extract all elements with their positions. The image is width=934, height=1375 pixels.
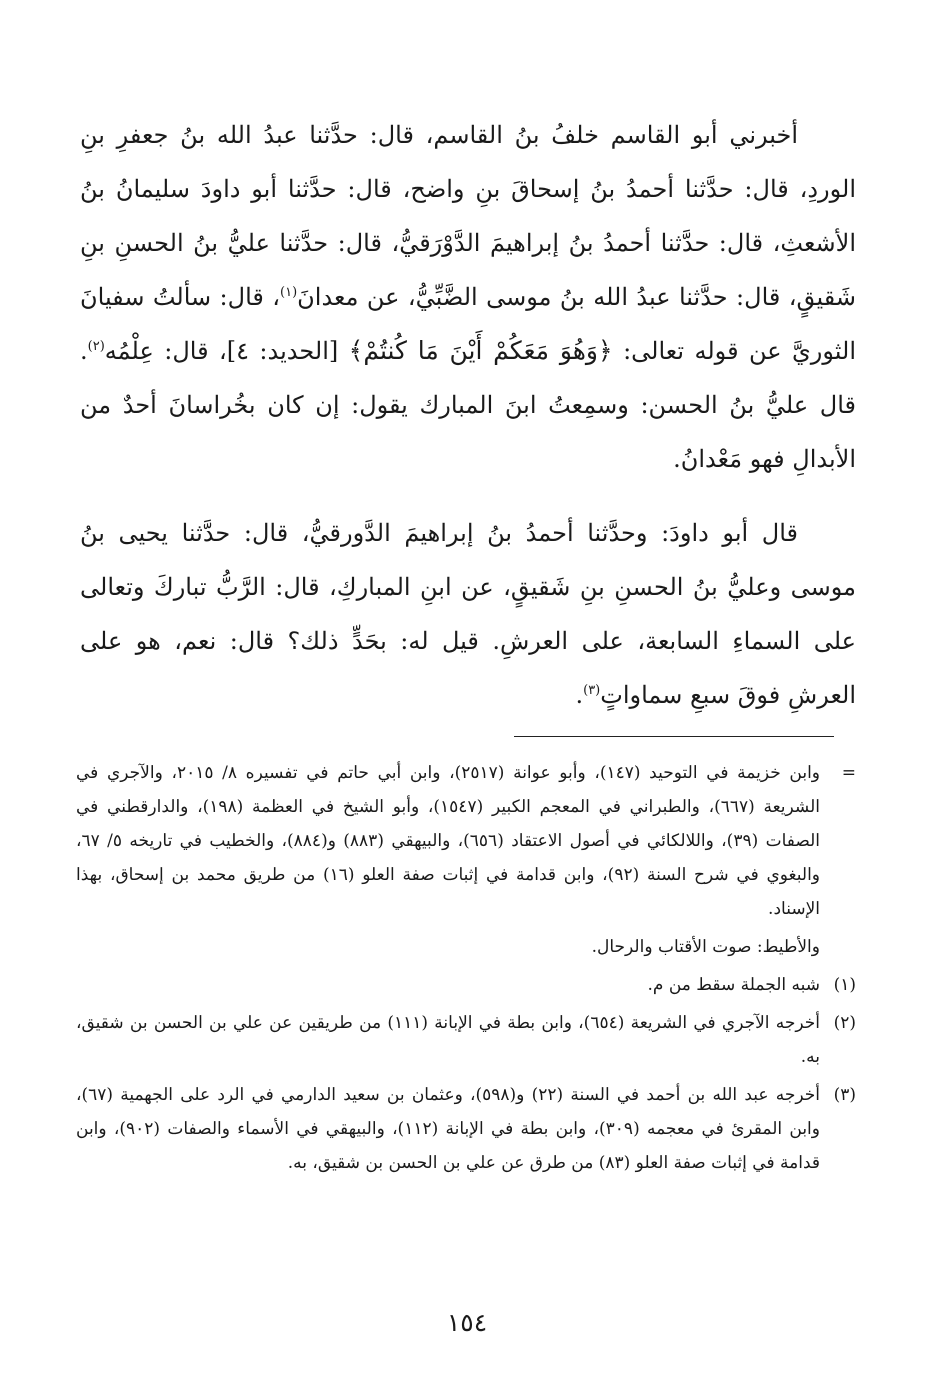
continuation-text: وابن خزيمة في التوحيد (١٤٧)، وأبو عوانة (٢٥١٧)، وابن أبي حاتم في تفسيره ٨/ ٢٠١٥، والآجري في الشريعة (٦٦٧)، والطبراني في المعجم الكبير (١٥٤٧)، وأبو الشيخ في العظمة (١٩٨)، والدارقطني في الصفات (٣٩)، واللالكائي في أصول الاعتقاد (٦٥٦)، والبيهقي (٨٨٣) و(٨٨٤)، والخطيب في تاريخه ٥/ ٦٧، والبغوي في شرح السنة (٩٢)، وابن قدامة في إثبات صفة العلو (١٦) من طريق محمد بن إسحاق، بهذا الإسناد. <box>76 763 821 919</box>
paragraph-1 <box>80 108 856 486</box>
paragraph-1-text-c: [الحديد: ٤]، قال: عِلْمُه <box>104 337 349 365</box>
footnote-2 <box>76 1006 856 1074</box>
footnote-continuation-extra <box>76 930 856 964</box>
paragraph-2-text: قال أبو داودَ: وحدَّثنا أحمدُ بنُ إبراهيمَ الدَّورقيُّ، قال: حدَّثنا يحيى بنُ موسى وعليُّ بنُ الحسنِ بنِ شَقيقٍ، عن ابنِ المباركِ، قال: الرَّبُّ تباركَ وتعالى على السماءِ السابعة، على العرشِ. قيل له: بحَدٍّ ذلك؟ قال: نعم، هو على العرشِ فوقَ سبعِ سماواتٍ <box>80 519 856 709</box>
footnote-2-text: أخرجه الآجري في الشريعة (٦٥٤)، وابن بطة في الإبانة (١١١) من طريقين عن علي بن الحسن بن شقيق، به. <box>76 1013 821 1067</box>
continuation-marker: = <box>841 763 856 783</box>
footnote-3-marker: (٣) <box>833 1085 856 1105</box>
footnote-3-text: أخرجه عبد الله بن أحمد في السنة (٢٢) و(٥٩٨)، وعثمان بن سعيد الدارمي في الرد على الجهمية (٦٧)، وابن المقرئ في معجمه (٣٠٩)، وابن بطة في الإبانة (١١٢)، والبيهقي في الأسماء والصفات (٩٠٢)، وابن قدامة في إثبات صفة العلو (٨٣) من طرق عن علي بن الحسن بن شقيق، به. <box>76 1085 820 1173</box>
footnote-ref-3: (٣) <box>583 683 601 698</box>
footnote-ref-1: (١) <box>280 285 298 300</box>
footnote-3 <box>76 1078 856 1180</box>
paragraph-2-end: . <box>575 681 584 709</box>
page-number: ١٥٤ <box>446 1308 488 1337</box>
quran-verse: ﴿وَهُوَ مَعَكُمْ أَيْنَ مَا كُنتُمْ﴾ <box>348 336 613 365</box>
footnote-continuation <box>76 756 856 926</box>
paragraph-2 <box>80 506 856 722</box>
footnote-1-marker: (١) <box>833 975 856 995</box>
paragraph-1-text-d: . قال عليُّ بنُ الحسن: وسمِعتُ ابنَ المبارك يقول: إن كان بخُراسانَ أحدٌ من الأبدالِ فهو مَعْدانُ. <box>80 337 856 473</box>
paragraph-1-text-a: أخبرني أبو القاسم خلفُ بنُ القاسم، قال: حدَّثنا عبدُ الله بنُ جعفرِ بنِ الوردِ، قال: حدَّثنا أحمدُ بنُ إسحاقَ بنِ واضح، قال: حدَّثنا أبو داودَ سليمانُ بنُ الأشعثِ، قال: حدَّثنا أحمدُ بنُ إبراهيمَ الدَّوْرَقيُّ، قال: حدَّثنا عليُّ بنُ الحسنِ بنِ شَقيقٍ، قال: حدَّثنا عبدُ الله بنُ موسى الضَّبِّيُّ، عن معدانَ <box>80 121 857 311</box>
footnote-ref-2: (٢) <box>87 339 105 354</box>
footnote-1-text: شبه الجملة سقط من م. <box>647 975 820 995</box>
footnote-2-marker: (٢) <box>833 1013 856 1033</box>
main-text <box>80 108 856 722</box>
footnote-1 <box>76 968 856 1002</box>
continuation-extra-line: والأطيط: صوت الأقتاب والرحال. <box>591 937 820 957</box>
footnotes <box>76 756 856 1180</box>
paragraph-1-text-b: ، قال: سألتُ سفيانَ الثوريَّ عن قوله تعالى: <box>80 283 857 365</box>
footnote-divider <box>514 736 834 737</box>
